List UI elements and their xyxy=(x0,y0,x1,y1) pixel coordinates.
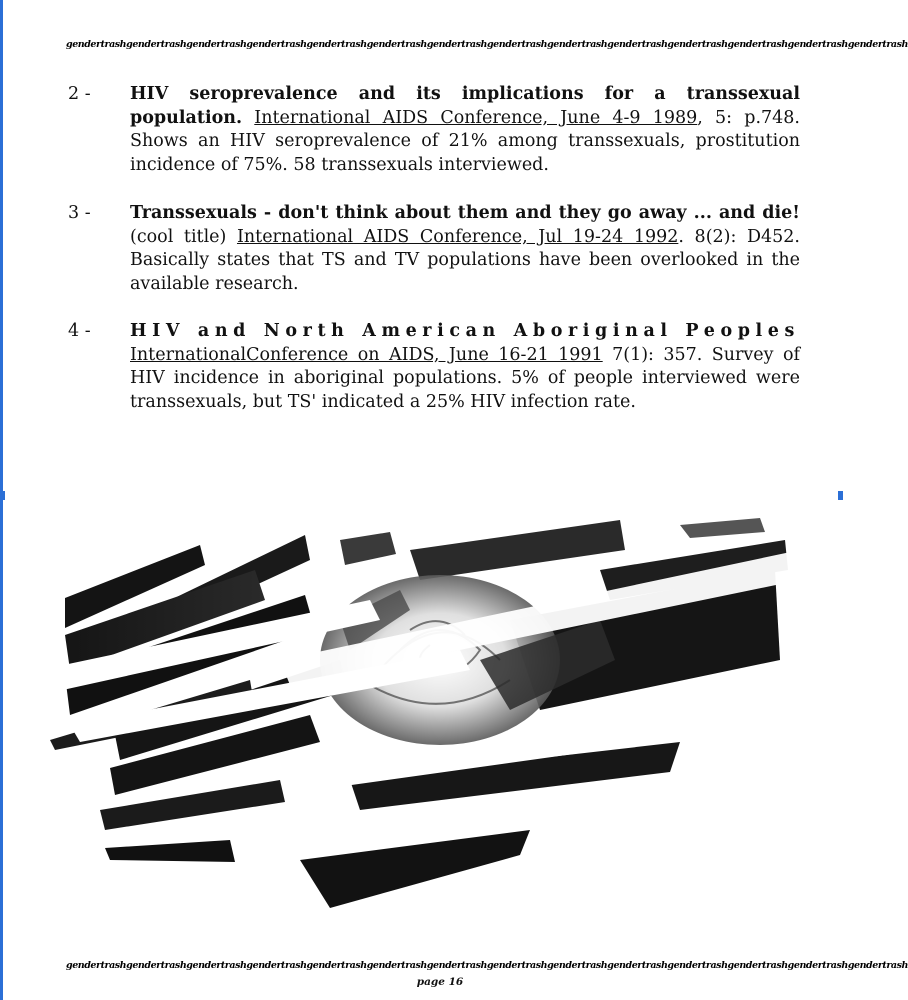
entry-title-end: . xyxy=(235,107,243,128)
footer-banner: gendertrashgendertrashgendertrashgendertrashgendertrashgendertrashgendertrashgendertrashgendertrashgendertrashgendertrashgendertrashgendertrashgendertrash xyxy=(66,960,908,971)
entry-description: . 8(2): D452. Basically states that TS and TV populations have been overlooked in the available research. xyxy=(130,226,800,294)
conference-reference: InternationalConference on AIDS, June 16-21 1991 xyxy=(130,344,603,365)
entry-title: HIV and North American Aboriginal Peoples xyxy=(130,321,800,341)
conference-reference: International AIDS Conference, Jul 19-24 1992 xyxy=(236,226,679,247)
entry-number: 4 - xyxy=(68,321,91,341)
page-number: page 16 xyxy=(416,976,464,988)
entry-text xyxy=(130,202,800,296)
header-banner: gendertrashgendertrashgendertrashgendertrashgendertrashgendertrashgendertrashgendertrashgendertrashgendertrashgendertrashgendertrashgendertrashgendertrash xyxy=(66,39,908,50)
rose-collage-illustration xyxy=(40,510,800,910)
page-marker-left xyxy=(0,491,5,500)
entry-description: 7(1): 357. Survey of HIV incidence in aboriginal populations. 5% of people interviewed were transsexuals, but TS' indicated a 25% HIV infection rate. xyxy=(130,344,800,412)
viewer-page-edge xyxy=(0,0,3,1000)
entry-description: , 5: p.748. Shows an HIV seroprevalence of 21% among transsexuals, prostitution incidence of 75%. 58 transsexuals interviewed. xyxy=(130,107,800,175)
page-marker-right xyxy=(838,491,843,500)
entry-title: Transsexuals - don't think about them and they go away ... and die! xyxy=(130,203,800,223)
entry-text xyxy=(130,83,800,177)
entry-note: (cool title) xyxy=(130,226,237,247)
entry-title: HIV seroprevalence and its implications for a transsexual population xyxy=(130,84,800,128)
entry-number: 3 - xyxy=(68,203,91,223)
entry-number: 2 - xyxy=(68,84,91,104)
conference-reference: International AIDS Conference, June 4-9 1989 xyxy=(254,107,698,128)
entry-text xyxy=(130,320,800,414)
